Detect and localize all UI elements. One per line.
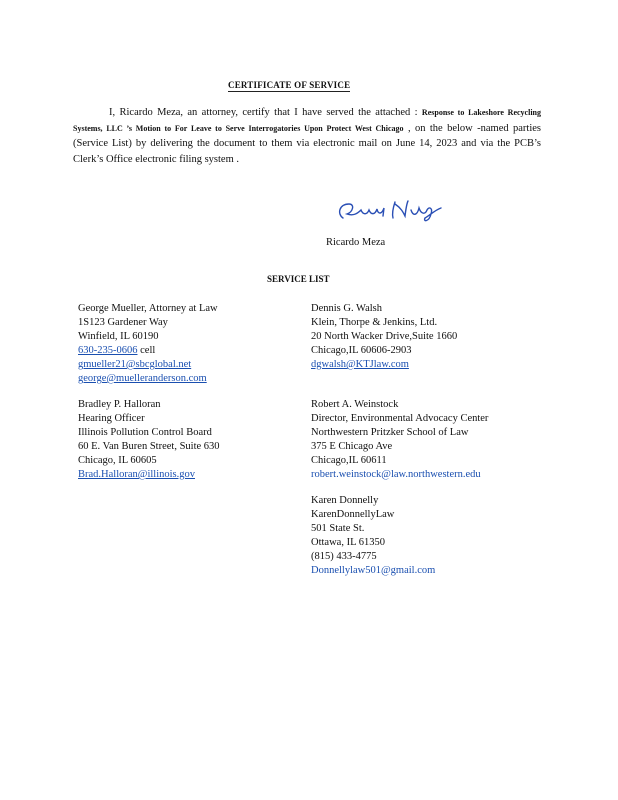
party-line: KarenDonnellyLaw bbox=[311, 509, 395, 520]
email-link[interactable]: george@muelleranderson.com bbox=[78, 373, 207, 384]
certificate-body bbox=[73, 105, 541, 167]
party-line: Illinois Pollution Control Board bbox=[78, 427, 212, 438]
certificate-text-2: , on the below -named parties (Service List) by delivering the document to them via electronic mail on June 14, 2023 and via the PCB’s Clerk’s Office electronic filing system . bbox=[73, 122, 542, 165]
party-line: Karen Donnelly bbox=[311, 495, 379, 506]
party-line: George Mueller, Attorney at Law bbox=[78, 303, 218, 314]
party-robert-weinstock bbox=[311, 398, 488, 482]
party-line: Dennis G. Walsh bbox=[311, 303, 382, 314]
phone-link[interactable]: 630-235-0606 bbox=[78, 345, 138, 356]
party-karen-donnelly bbox=[311, 494, 435, 578]
party-line: Ottawa, IL 61350 bbox=[311, 537, 385, 548]
email-link[interactable]: dgwalsh@KTJlaw.com bbox=[311, 359, 409, 370]
party-line: Northwestern Pritzker School of Law bbox=[311, 427, 469, 438]
party-line: 501 State St. bbox=[311, 523, 365, 534]
email-link[interactable]: gmueller21@sbcglobal.net bbox=[78, 359, 192, 370]
email-link[interactable]: Brad.Halloran@illinois.gov bbox=[78, 469, 195, 480]
party-line: Bradley P. Halloran bbox=[78, 399, 161, 410]
party-line: Director, Environmental Advocacy Center bbox=[311, 413, 489, 424]
phone-suffix: cell bbox=[140, 345, 156, 356]
handwritten-signature bbox=[335, 196, 447, 226]
party-line: 60 E. Van Buren Street, Suite 630 bbox=[78, 441, 220, 452]
party-line: 375 E Chicago Ave bbox=[311, 441, 393, 452]
party-line: Robert A. Weinstock bbox=[311, 399, 399, 410]
email-link[interactable]: Donnellylaw501@gmail.com bbox=[311, 565, 436, 576]
party-line: Chicago,IL 60611 bbox=[311, 455, 387, 466]
party-george-mueller bbox=[78, 302, 218, 386]
signer-name: Ricardo Meza bbox=[326, 237, 386, 248]
party-dennis-walsh bbox=[311, 302, 457, 372]
party-line: Chicago, IL 60605 bbox=[78, 455, 157, 466]
party-line: Winfield, IL 60190 bbox=[78, 331, 159, 342]
service-list-title: SERVICE LIST bbox=[267, 274, 330, 284]
party-line: Chicago,IL 60606-2903 bbox=[311, 345, 412, 356]
party-bradley-halloran bbox=[78, 398, 220, 482]
document-name: Response to Lakeshore Recycling Systems, LLC ’s Motion to For Leave to Serve Interrogatories Upon Protect West Chicago bbox=[73, 108, 541, 133]
certificate-title: CERTIFICATE OF SERVICE bbox=[228, 80, 351, 90]
party-line: (815) 433-4775 bbox=[311, 551, 377, 562]
party-line: 1S123 Gardener Way bbox=[78, 317, 168, 328]
party-line: 20 North Wacker Drive,Suite 1660 bbox=[311, 331, 458, 342]
certificate-text-1: I, Ricardo Meza, an attorney, certify that I have served the attached : bbox=[109, 107, 418, 118]
email-link[interactable]: robert.weinstock@law.northwestern.edu bbox=[311, 469, 481, 480]
party-line: Klein, Thorpe & Jenkins, Ltd. bbox=[311, 317, 438, 328]
party-line: Hearing Officer bbox=[78, 413, 145, 424]
